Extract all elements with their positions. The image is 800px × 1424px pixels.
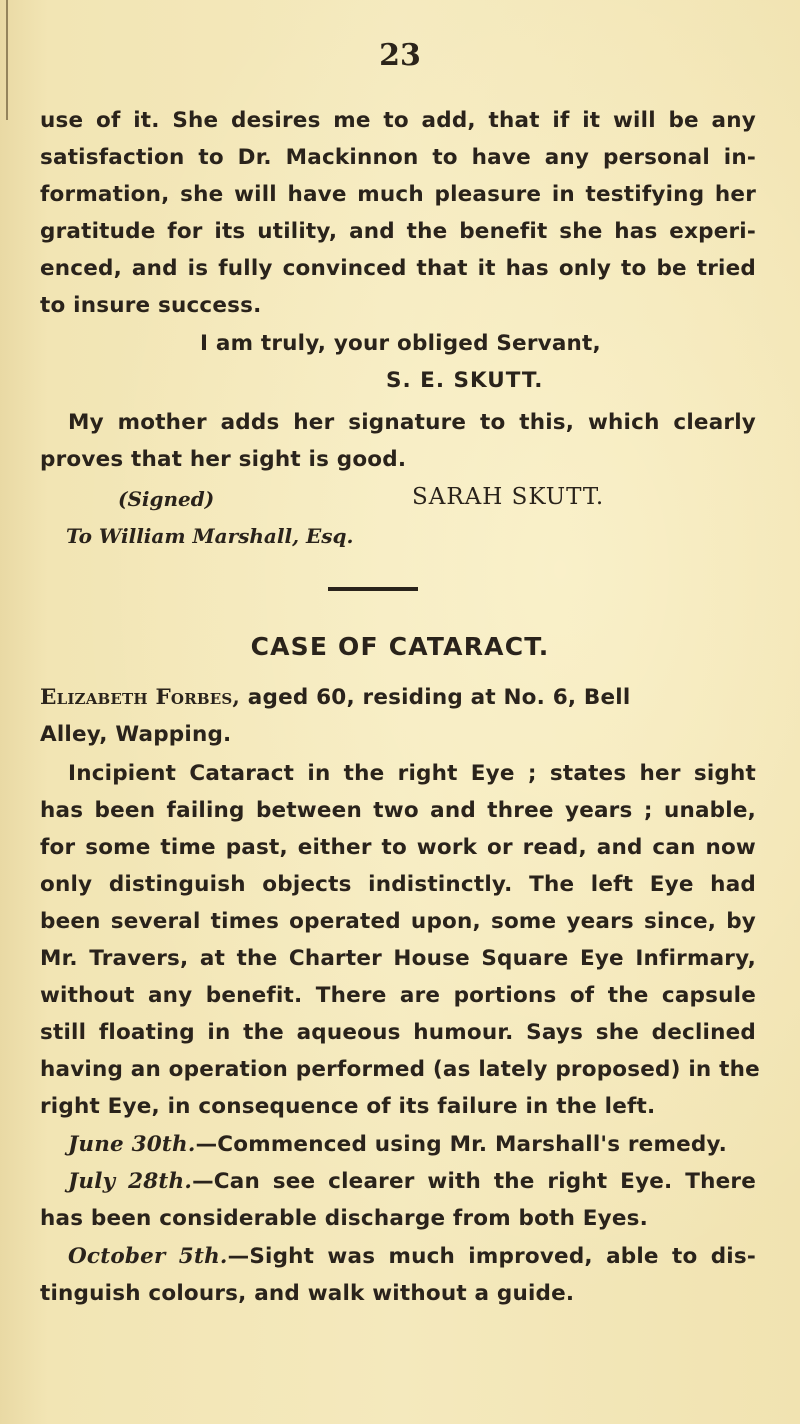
case-heading: CASE OF CATARACT.	[250, 632, 550, 661]
signed-label: (Signed)	[118, 487, 215, 511]
entry-july	[68, 1169, 756, 1194]
page-number: 23	[379, 38, 421, 73]
entry-text: —Sight was much improved, able to dis-	[227, 1244, 756, 1269]
case-body-line-3: for some time past, either to work or read, and can now	[40, 835, 756, 860]
section-divider	[328, 587, 418, 591]
case-body-line-8: still floating in the aqueous humour. Says she declined	[40, 1020, 756, 1045]
entry-date: July 28th.	[68, 1169, 193, 1194]
case-body-line-5: been several times operated upon, some years since, by	[40, 909, 756, 934]
letter-line-3: formation, she will have much pleasure in testifying her	[40, 182, 756, 207]
case-body-line-1: Incipient Cataract in the right Eye ; states her sight	[68, 761, 756, 786]
entry-date: June 30th.	[68, 1132, 196, 1157]
letter-line-2: satisfaction to Dr. Mackinnon to have any personal in-	[40, 145, 756, 170]
letter-line-1: use of it. She desires me to add, that if it will be any	[40, 108, 756, 133]
signed-name: SARAH SKUTT.	[412, 484, 605, 510]
entry-text: —Can see clearer with the right Eye. There	[192, 1169, 756, 1194]
letter-signature: S. E. SKUTT.	[386, 368, 544, 393]
case-body-line-7: without any benefit. There are portions of the capsule	[40, 983, 756, 1008]
entry-october-continuation: tinguish colours, and walk without a guide.	[40, 1281, 575, 1306]
entry-june	[68, 1132, 756, 1157]
case-intro-line-1	[40, 685, 756, 710]
case-body-line-9: having an operation performed (as lately proposed) in the	[40, 1057, 760, 1082]
patient-name: Elizabeth Forbes,	[40, 685, 241, 710]
postscript-line-2: proves that her sight is good.	[40, 447, 407, 472]
addressee: To William Marshall, Esq.	[66, 524, 354, 548]
entry-text: —Commenced using Mr. Marshall's remedy.	[195, 1132, 728, 1157]
letter-line-6: to insure success.	[40, 293, 262, 318]
letter-line-4: gratitude for its utility, and the benefit she has experi-	[40, 219, 756, 244]
case-body-line-10: right Eye, in consequence of its failure in the left.	[40, 1094, 656, 1119]
case-intro-line-2: Alley, Wapping.	[40, 722, 232, 747]
case-body-line-6: Mr. Travers, at the Charter House Square Eye Infirmary,	[40, 946, 756, 971]
entry-date: October 5th.	[68, 1244, 228, 1269]
postscript-line-1: My mother adds her signature to this, which clearly	[68, 410, 756, 435]
entry-july-continuation: has been considerable discharge from both Eyes.	[40, 1206, 649, 1231]
letter-closing: I am truly, your obliged Servant,	[200, 331, 601, 356]
entry-october	[68, 1244, 756, 1269]
case-body-line-2: has been failing between two and three years ; unable,	[40, 798, 756, 823]
case-intro-rest: aged 60, residing at No. 6, Bell	[247, 685, 631, 710]
case-body-line-4: only distinguish objects indistinctly. The left Eye had	[40, 872, 756, 897]
letter-line-5: enced, and is fully convinced that it has only to be tried	[40, 256, 756, 281]
